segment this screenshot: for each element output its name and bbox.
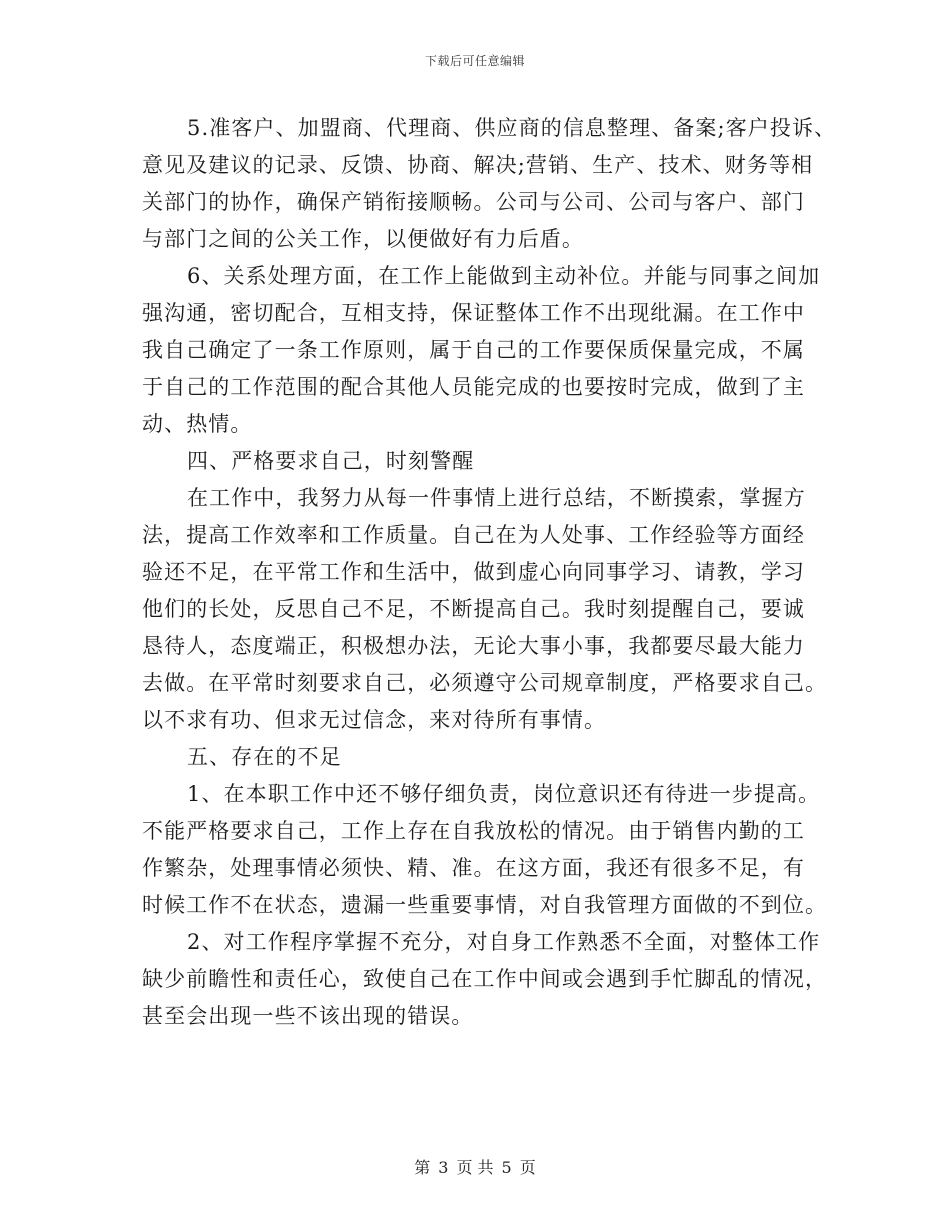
paragraph-line: 甚至会出现一些不该出现的错误。	[142, 1004, 474, 1028]
paragraph-line: 意见及建议的记录、反馈、协商、解决;营销、生产、技术、财务等相	[142, 153, 814, 177]
paragraph-line: 时候工作不在状态，遗漏一些重要事情，对自我管理方面做的不到位。	[142, 893, 828, 917]
paragraph-line: 在工作中，我努力从每一件事情上进行总结，不断摸索，掌握方	[187, 486, 806, 510]
section-heading: 四、严格要求自己，时刻警醒	[187, 449, 475, 473]
paragraph-line: 法，提高工作效率和工作质量。自己在为人处事、工作经验等方面经	[142, 523, 805, 547]
paragraph-line: 关部门的协作，确保产销衔接顺畅。公司与公司、公司与客户、部门	[142, 190, 805, 214]
page-header: 下载后可任意编辑	[424, 54, 525, 68]
paragraph-line: 以不求有功、但求无过信念，来对待所有事情。	[142, 708, 607, 732]
paragraph-line: 强沟通，密切配合，互相支持，保证整体工作不出现纰漏。在工作中	[142, 301, 805, 325]
paragraph-line: 不能严格要求自己，工作上存在自我放松的情况。由于销售内勤的工	[142, 819, 805, 843]
paragraph-line: 1、在本职工作中还不够仔细负责，岗位意识还有待进一步提高。	[187, 782, 821, 806]
paragraph-line: 去做。在平常时刻要求自己，必须遵守公司规章制度，严格要求自己。	[142, 671, 828, 695]
page-number: 3	[438, 1158, 449, 1177]
paragraph-line: 缺少前瞻性和责任心，致使自己在工作中间或会遇到手忙脚乱的情况，	[142, 967, 828, 991]
paragraph-line: 我自己确定了一条工作原则，属于自己的工作要保质保量完成，不属	[142, 338, 805, 362]
paragraph-line: 6、关系处理方面，在工作上能做到主动补位。并能与同事之间加	[187, 264, 821, 288]
paragraph-line: 动、热情。	[142, 412, 253, 436]
paragraph-line: 他们的长处，反思自己不足，不断提高自己。我时刻提醒自己，要诚	[142, 597, 805, 621]
paragraph-line: 5.准客户、加盟商、代理商、供应商的信息整理、备案;客户投诉、	[187, 116, 837, 140]
paragraph-line: 验还不足，在平常工作和生活中，做到虚心向同事学习、请教，学习	[142, 560, 805, 584]
footer-middle: 页 共	[456, 1158, 494, 1177]
paragraph-line: 作繁杂，处理事情必须快、精、准。在这方面，我还有很多不足，有	[142, 856, 805, 880]
section-heading: 五、存在的不足	[187, 745, 342, 769]
paragraph-line: 与部门之间的公关工作，以便做好有力后盾。	[142, 227, 584, 251]
paragraph-line: 于自己的工作范围的配合其他人员能完成的也要按时完成，做到了主	[142, 375, 805, 399]
total-pages: 5	[501, 1158, 512, 1177]
paragraph-line: 2、对工作程序掌握不充分，对自身工作熟悉不全面，对整体工作	[187, 930, 821, 954]
footer-prefix: 第	[414, 1158, 431, 1177]
paragraph-line: 恳待人，态度端正，积极想办法，无论大事小事，我都要尽最大能力	[142, 634, 805, 658]
document-body	[142, 110, 837, 1035]
page-footer	[0, 1155, 950, 1178]
footer-suffix: 页	[519, 1158, 536, 1177]
